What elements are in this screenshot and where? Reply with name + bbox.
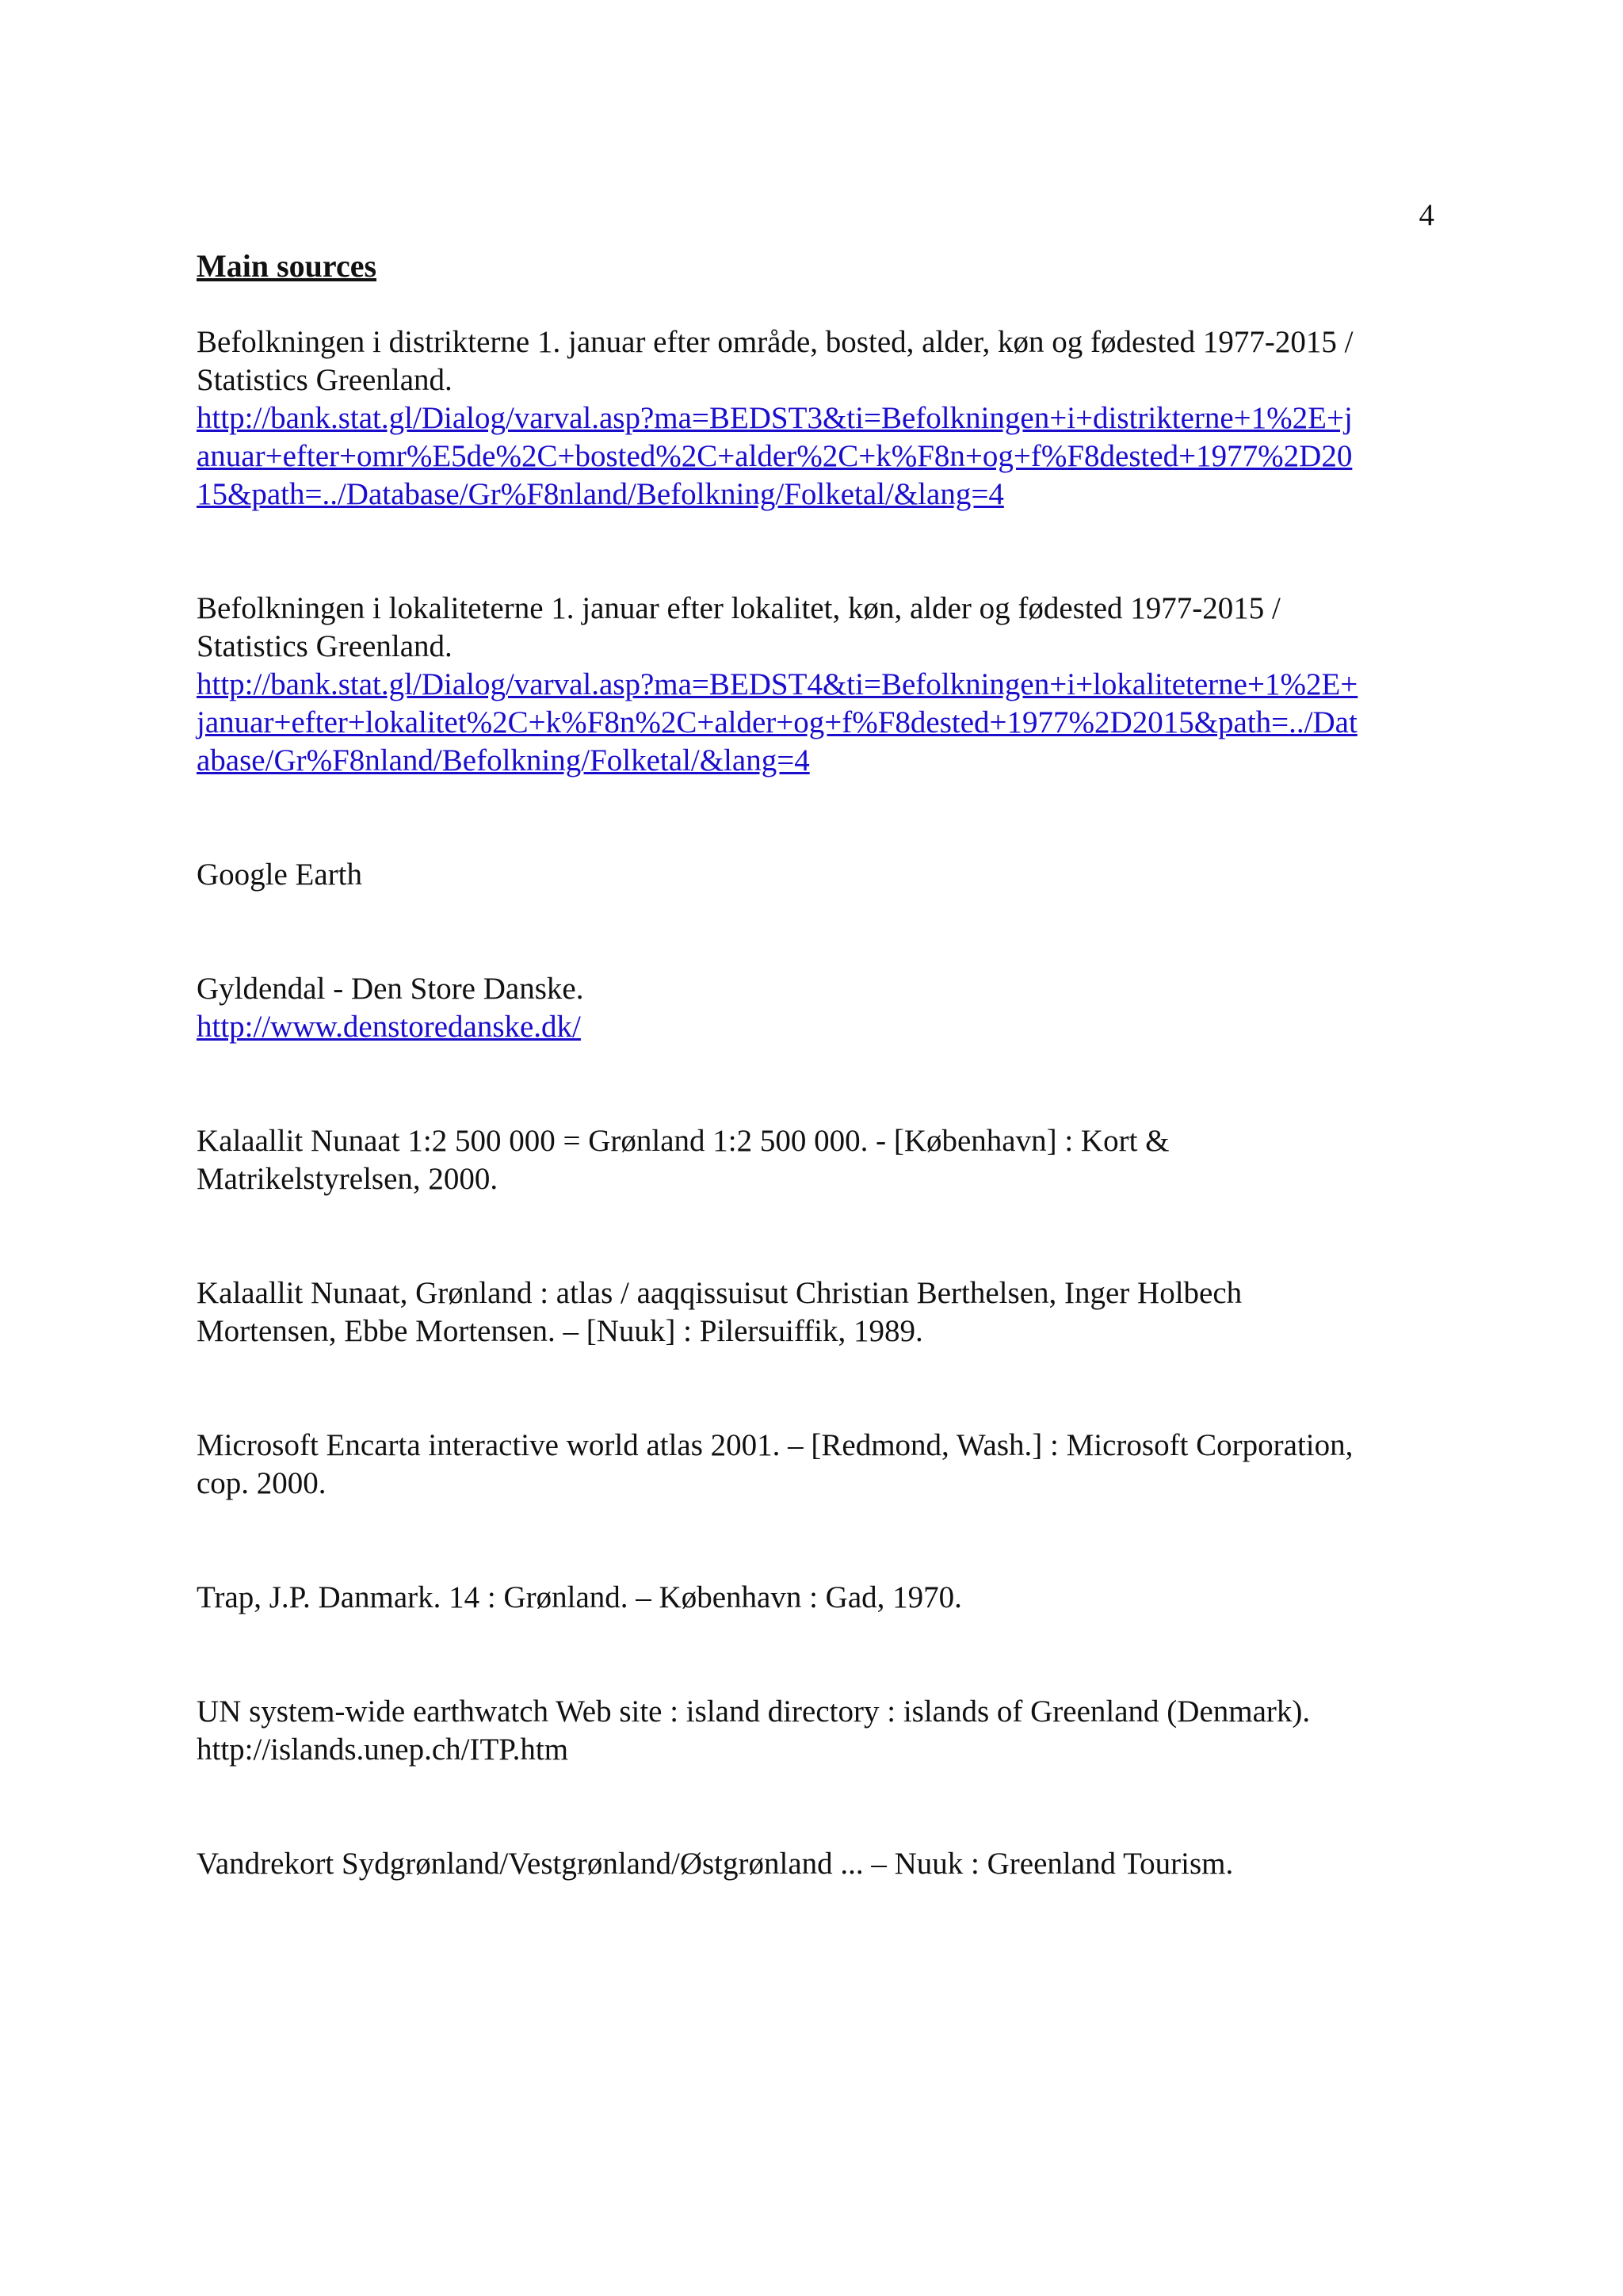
- source-entry: [197, 1693, 1434, 1769]
- citation-line: Vandrekort Sydgrønland/Vestgrønland/Østgrønland ... – Nuuk : Greenland Tourism.: [197, 1847, 1234, 1881]
- source-entry: [197, 1845, 1434, 1883]
- source-link-continued[interactable]: [197, 704, 1434, 742]
- citation-line: Befolkningen i lokaliteterne 1. januar efter lokalitet, køn, alder og fødested 1977-2015 /: [197, 591, 1281, 625]
- link-line: 15&path=../Database/Gr%F8nland/Befolkning/Folketal/&lang=4: [197, 477, 1004, 511]
- citation-line: Statistics Greenland.: [197, 629, 453, 663]
- source-link[interactable]: [197, 666, 1434, 704]
- citation-line: Trap, J.P. Danmark. 14 : Grønland. – København : Gad, 1970.: [197, 1580, 962, 1614]
- link-line: http://www.denstoredanske.dk/: [197, 1010, 581, 1044]
- citation-line: Microsoft Encarta interactive world atlas 2001. – [Redmond, Wash.] : Microsoft Corporation,: [197, 1428, 1354, 1462]
- citation-line: cop. 2000.: [197, 1466, 327, 1500]
- source-entry: [197, 1579, 1434, 1617]
- source-entry: [197, 856, 1434, 894]
- link-line: abase/Gr%F8nland/Befolkning/Folketal/&lang=4: [197, 743, 810, 777]
- page-number: 4: [1419, 198, 1434, 232]
- citation-line: Matrikelstyrelsen, 2000.: [197, 1162, 498, 1196]
- source-link-continued[interactable]: [197, 476, 1434, 514]
- section-heading: Main sources: [197, 248, 377, 284]
- source-entry: [197, 590, 1434, 780]
- citation-line: Statistics Greenland.: [197, 363, 453, 397]
- source-entry: [197, 970, 1434, 1046]
- plain-url-text: http://islands.unep.ch/ITP.htm: [197, 1733, 569, 1767]
- main-sources-section: [197, 247, 1434, 1883]
- source-link[interactable]: [197, 399, 1434, 437]
- link-line: http://bank.stat.gl/Dialog/varval.asp?ma=BEDST3&ti=Befolkningen+i+distrikterne+1%2E+j: [197, 401, 1353, 435]
- source-entry: [197, 1122, 1434, 1198]
- source-entry: [197, 1274, 1434, 1350]
- source-entry: [197, 323, 1434, 514]
- source-entry: [197, 1427, 1434, 1503]
- citation-line: UN system-wide earthwatch Web site : island directory : islands of Greenland (Denmark).: [197, 1694, 1311, 1729]
- citation-line: Mortensen, Ebbe Mortensen. – [Nuuk] : Pilersuiffik, 1989.: [197, 1314, 923, 1348]
- link-line: anuar+efter+omr%E5de%2C+bosted%2C+alder%2C+k%F8n+og+f%F8dested+1977%2D20: [197, 439, 1353, 473]
- link-line: januar+efter+lokalitet%2C+k%F8n%2C+alder+og+f%F8dested+1977%2D2015&path=../Dat: [197, 705, 1358, 739]
- source-link-continued[interactable]: [197, 742, 1434, 780]
- source-link-continued[interactable]: [197, 437, 1434, 476]
- citation-line: Gyldendal - Den Store Danske.: [197, 972, 584, 1006]
- citation-line: Kalaallit Nunaat 1:2 500 000 = Grønland 1:2 500 000. - [København] : Kort &: [197, 1124, 1170, 1158]
- link-line: http://bank.stat.gl/Dialog/varval.asp?ma=BEDST4&ti=Befolkningen+i+lokaliteterne+1%2E+: [197, 667, 1358, 701]
- citation-line: Kalaallit Nunaat, Grønland : atlas / aaqqissuisut Christian Berthelsen, Inger Holbech: [197, 1276, 1243, 1310]
- citation-line: Google Earth: [197, 858, 363, 892]
- citation-line: Befolkningen i distrikterne 1. januar efter område, bosted, alder, køn og fødested 1977-2015 /: [197, 325, 1354, 359]
- source-link[interactable]: [197, 1008, 1434, 1046]
